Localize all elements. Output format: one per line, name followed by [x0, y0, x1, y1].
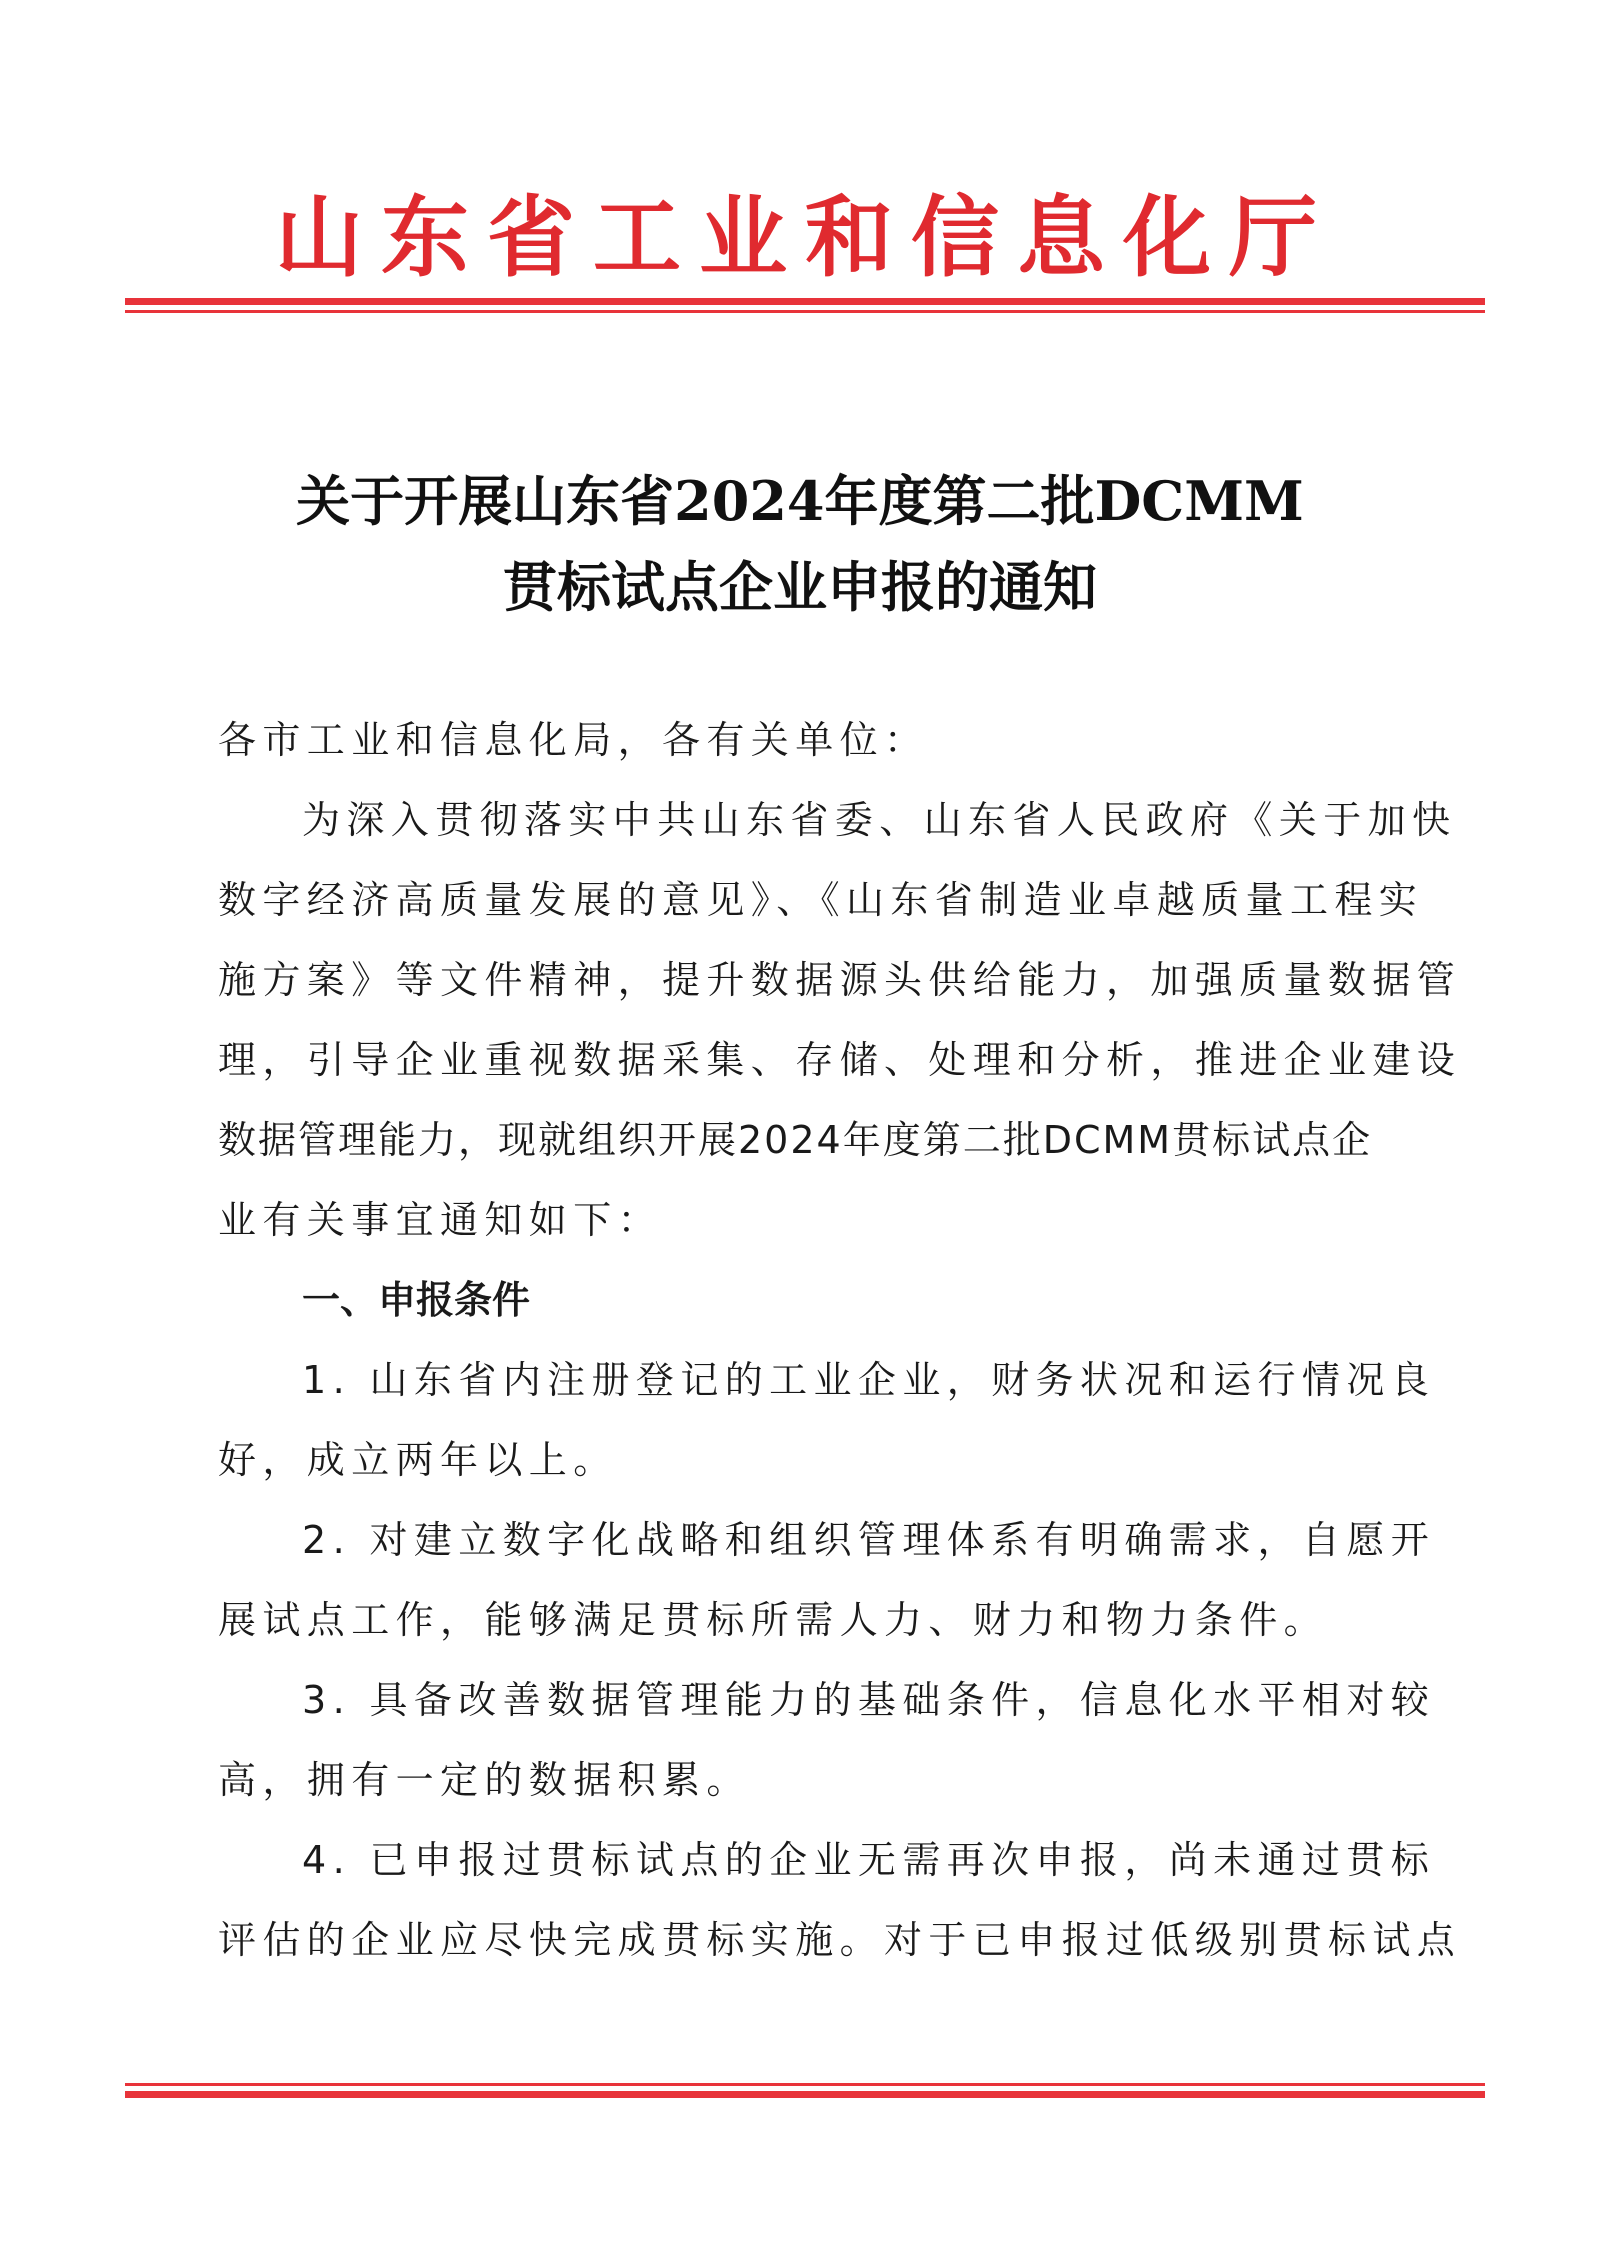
condition-item-line: 4. 已申报过贯标试点的企业无需再次申报，尚未通过贯标	[302, 1838, 1436, 1882]
condition-item-line: 2. 对建立数字化战略和组织管理体系有明确需求，自愿开	[302, 1518, 1436, 1562]
condition-item-line: 1. 山东省内注册登记的工业企业，财务状况和运行情况良	[302, 1358, 1436, 1402]
masthead-rule-thick	[125, 298, 1485, 305]
intro-line: 业有关事宜通知如下：	[218, 1198, 663, 1242]
footer-rule-thin	[125, 2083, 1485, 2086]
intro-line: 理，引导企业重视数据采集、存储、处理和分析，推进企业建设	[218, 1038, 1462, 1082]
condition-item-line: 展试点工作，能够满足贯标所需人力、财力和物力条件。	[218, 1598, 1329, 1642]
issuer-masthead: 山东省工业和信息化厅	[274, 185, 1335, 289]
intro-line: 数字经济高质量发展的意见》、《山东省制造业卓越质量工程实	[218, 878, 1424, 922]
masthead-rule-thin	[125, 310, 1485, 313]
intro-line: 数据管理能力，现就组织开展2024年度第二批DCMM贯标试点企	[218, 1118, 1373, 1162]
document-body	[218, 700, 1462, 1980]
footer-rule-thick	[125, 2091, 1485, 2098]
condition-item-line: 3. 具备改善数据管理能力的基础条件，信息化水平相对较	[302, 1678, 1436, 1722]
condition-item-line: 评估的企业应尽快完成贯标实施。对于已申报过低级别贯标试点	[218, 1918, 1462, 1962]
title-line-1: 关于开展山东省2024年度第二批DCMM	[296, 469, 1304, 533]
intro-line: 为深入贯彻落实中共山东省委、山东省人民政府《关于加快	[302, 798, 1457, 842]
document-title	[200, 458, 1400, 630]
condition-item-line: 高，拥有一定的数据积累。	[218, 1758, 751, 1802]
title-line-2: 贯标试点企业申报的通知	[503, 555, 1097, 619]
condition-item-line: 好，成立两年以上。	[218, 1438, 618, 1482]
salutation: 各市工业和信息化局，各有关单位：	[218, 718, 929, 762]
intro-line: 施方案》等文件精神，提升数据源头供给能力，加强质量数据管	[218, 958, 1462, 1002]
section-heading: 一、申报条件	[302, 1278, 531, 1322]
